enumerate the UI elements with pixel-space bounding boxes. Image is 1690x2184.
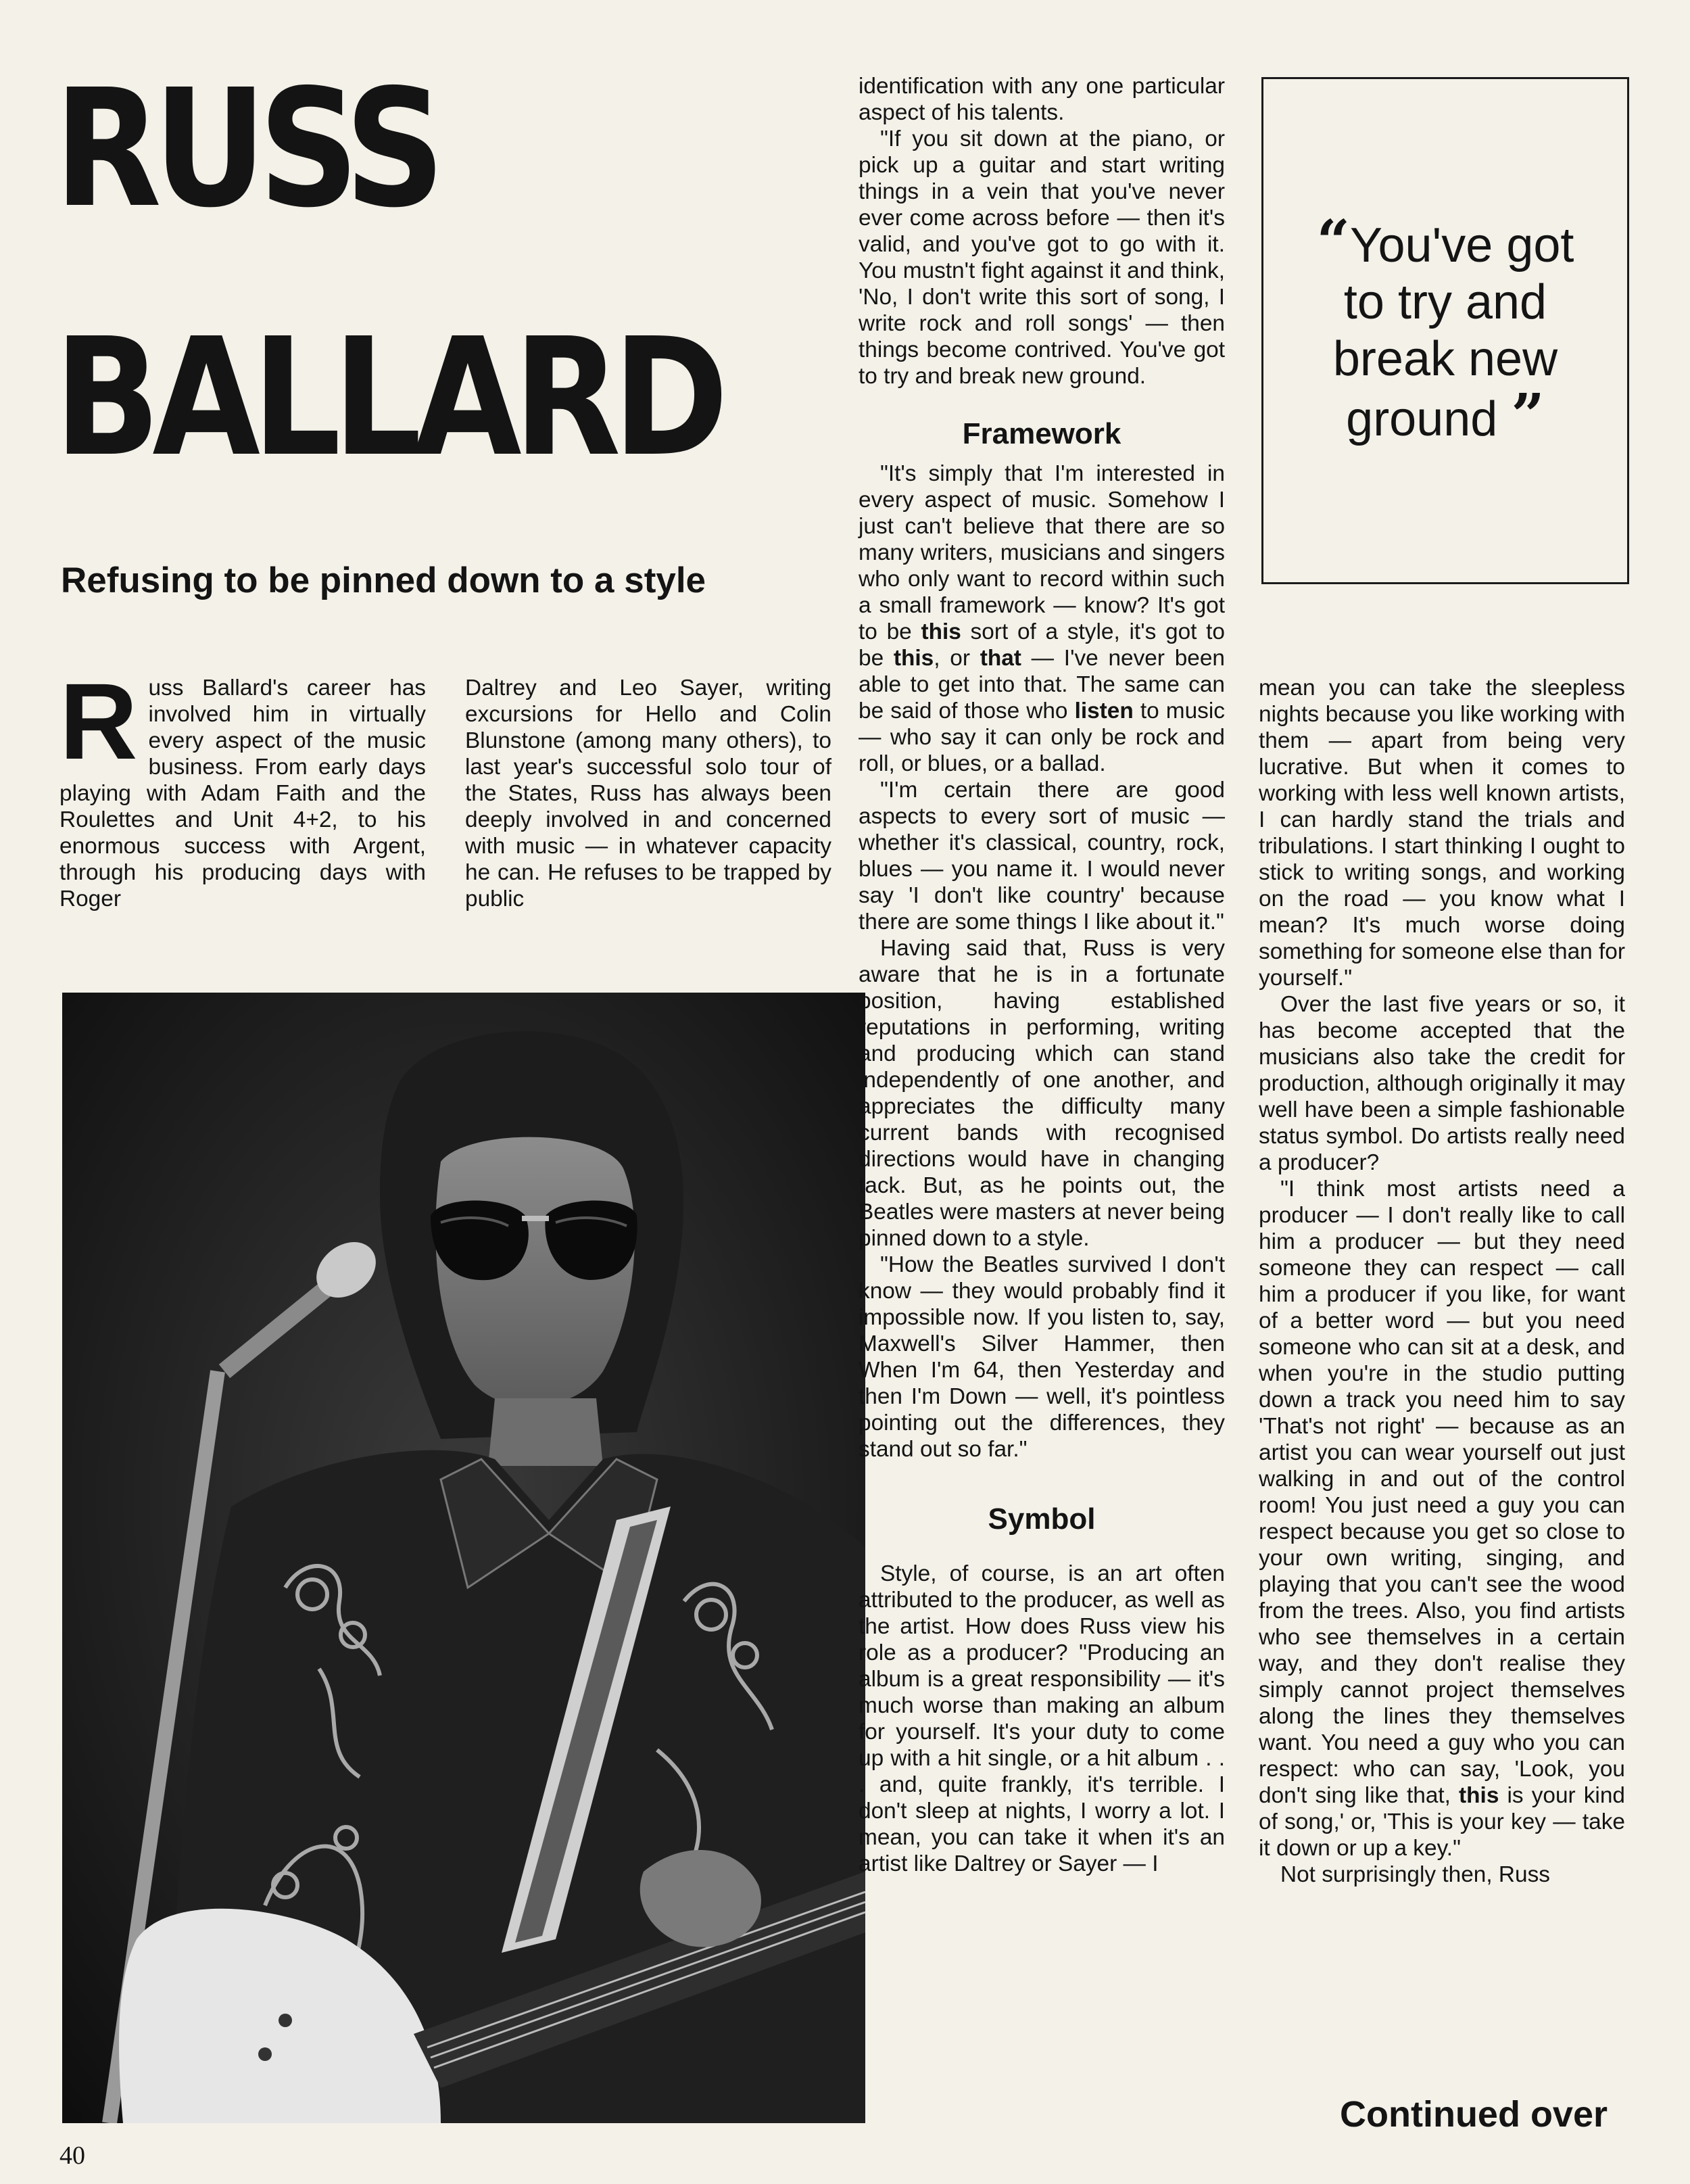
paragraph: Style, of course, is an art often attributed to the producer, as well as the artist. How does Russ view his role as a producer? "Producing an album is a great responsibility — it's much worse than making an album for yourself. It's your duty to come up with a hit single, or a hit album . . . and, quite frankly, it's terrible. I don't sleep at nights, I worry a lot. I mean, you can take it when it's an artist like Daltrey or Sayer — I bbox=[859, 1561, 1225, 1876]
paragraph: "If you sit down at the piano, or pick up a guitar and start writing things in a vein that you've never ever come across before — then it's valid, and you've got to go with it. You mustn't fight against it and think, 'No, I don't write this sort of song, I write rock and roll songs' — then things become contrived. You've got to try and break new ground. bbox=[859, 126, 1225, 389]
column-4 bbox=[1259, 675, 1625, 1888]
paragraph: Daltrey and Leo Sayer, writing excursions for Hello and Colin Blunstone (among many others), to last year's successful solo tour of the States, Russ has always been deeply involved in and concerned with music — in whatever capacity he can. He refuses to be trapped by public bbox=[465, 675, 831, 911]
pull-quote-box bbox=[1261, 77, 1629, 584]
column-2 bbox=[465, 675, 831, 912]
paragraph: "I think most artists need a producer — I don't really like to call him a producer — but they need someone they can respect — call him a producer if you like, for want of a better word — but you need someone who can sit at a desk, and when you're in the studio putting down a track you need him to say 'That's not right' — because as an artist you can wear yourself out just walking in and out of the control room! You just need a guy you can respect because you get so close to your own writing, singing, and playing that you can't see the wood from the trees. Also, you find artists who see themselves in a certain way, and they don't realise they simply cannot project themselves along the lines they themselves want. You need a guy who you can respect: who can say, 'Look, you don't sing like that, this is your kind of song,' or, 'This is your key — take it down or up a key." bbox=[1259, 1177, 1625, 1861]
section-heading-framework: Framework bbox=[962, 417, 1121, 450]
subheadline: Refusing to be pinned down to a style bbox=[61, 561, 706, 600]
paragraph: Not surprisingly then, Russ bbox=[1280, 1862, 1550, 1887]
headline-line-1: RUSS bbox=[54, 54, 437, 243]
paragraph: "How the Beatles survived I don't know — they would probably find it impossible now. If you listen to, say, Maxwell's Silver Hammer, then When I'm 64, then Yesterday and then I'm Down — well, it's pointless pointing out the differences, they stand out so far." bbox=[859, 1252, 1225, 1462]
article-photo bbox=[62, 993, 865, 2123]
pull-quote: “You've got to try and break new ground ” bbox=[1316, 208, 1574, 450]
paragraph: mean you can take the sleepless nights because you like working with them — apart from being very lucrative. But when it comes to working with less well known artists, I can hardly stand the trials and tribulations. I start thinking I ought to stick to writing songs, and working on the road — you know what I mean? It's much worse doing something for someone else than for yourself." bbox=[1259, 675, 1625, 991]
open-quote-mark: “ bbox=[1316, 208, 1351, 276]
paragraph: "It's simply that I'm interested in every aspect of music. Somehow I just can't believe that there are so many writers, musicians and singers who only want to record within such a small framework — know? It's got to be this sort of a style, it's got to be this, or that — I've never been able to get into that. The same can be said of those who listen to music — who say it can only be rock and roll, or blues, or a ballad. bbox=[859, 460, 1225, 776]
column-1 bbox=[59, 661, 426, 912]
section-heading-symbol: Symbol bbox=[988, 1502, 1096, 1536]
paragraph: Having said that, Russ is very aware that he is in a fortunate position, having established reputations in performing, writing and producing which can stand independently of one another, and appreciates the difficulty many current bands with recognised directions would have in changing tack. But, as he points out, the Beatles were masters at never being pinned down to a style. bbox=[859, 935, 1225, 1251]
paragraph: identification with any one particular aspect of his talents. bbox=[859, 74, 1225, 125]
close-quote-mark: ” bbox=[1511, 381, 1545, 450]
headline-line-2: BALLARD bbox=[54, 303, 721, 492]
column-3 bbox=[859, 73, 1225, 1877]
intro-paragraph: Russ Ballard's career has involved him in virtually every aspect of the music business. From early days playing with Adam Faith and the Roulettes and Unit 4+2, to his enormous success with Argent, through his producing days with Roger bbox=[59, 661, 426, 911]
paragraph: Over the last five years or so, it has become accepted that the musicians also take the credit for production, although originally it may well have been a simple fashionable status symbol. Do artists really need a producer? bbox=[1259, 992, 1625, 1175]
continued-over-label: Continued over bbox=[1340, 2094, 1608, 2135]
drop-cap: R bbox=[59, 661, 138, 782]
performer-photo-illustration bbox=[62, 993, 865, 2123]
page-number: 40 bbox=[59, 2141, 85, 2170]
paragraph: "I'm certain there are good aspects to every sort of music — whether it's classical, country, rock, blues — you name it. I would never say 'I don't like country' because there are some things I like about it." bbox=[859, 777, 1225, 934]
